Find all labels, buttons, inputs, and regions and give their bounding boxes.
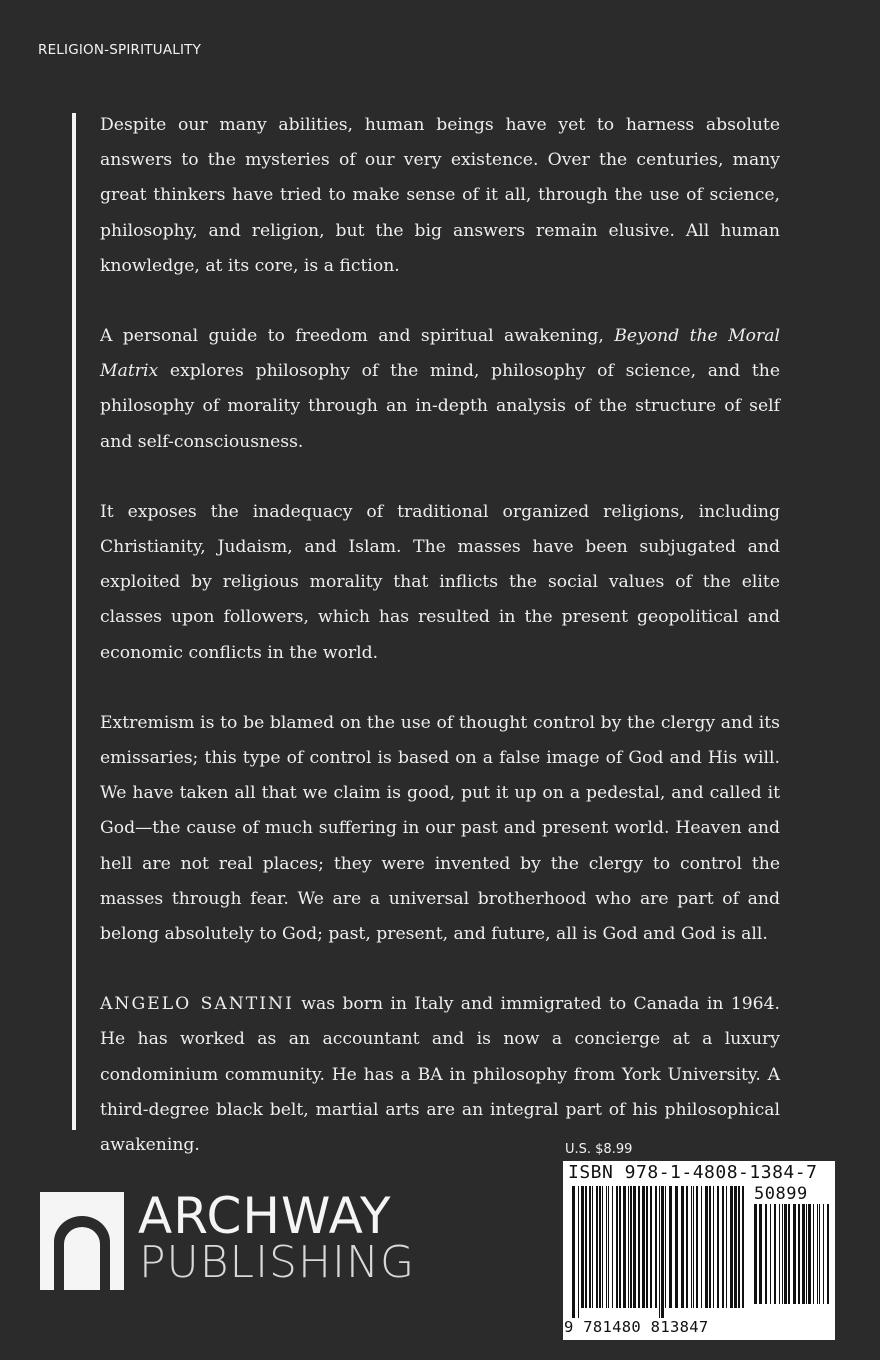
blurb-paragraph-3: It exposes the inadequacy of traditional organized religions, including Christianity, Judaism, and Islam. The masses have been subjugated and exploited by religious morality that inflicts the social values of the elite classes upon followers, which has resulted in the present geopolitical and economic conflicts in the world. [100,501,780,663]
author-bio [100,987,780,1163]
barcode-bar [572,1186,575,1318]
barcode-bar [726,1186,727,1308]
addon-digits: 50899 [754,1184,808,1204]
barcode-bar [798,1204,800,1304]
barcode-digits: 9 781480 813847 [564,1318,709,1336]
barcode-bar [774,1204,776,1304]
barcode-bar [696,1186,698,1308]
barcode-bar [691,1186,692,1308]
barcode-bar [738,1186,740,1308]
barcode-bar [619,1186,621,1308]
blurb-paragraph-2 [100,319,780,460]
barcode-bar [765,1204,767,1304]
barcode-bar [669,1186,672,1308]
barcode-bar [823,1204,824,1304]
ean-barcode [572,1186,748,1318]
barcode-bar [606,1186,607,1308]
barcode-bar [578,1186,579,1318]
barcode-bar [759,1204,762,1304]
barcode-bar [709,1186,711,1308]
barcode-bar [655,1186,657,1308]
barcode-bar [659,1186,660,1318]
vertical-rule [72,113,76,1130]
barcode-bar [806,1204,807,1304]
barcode-bar [638,1186,640,1308]
barcode-bar [623,1186,626,1308]
barcode-bar [784,1204,787,1304]
barcode-bar [650,1186,652,1308]
barcode-bar [616,1186,618,1308]
barcode-bar [693,1186,694,1308]
barcode-bar [819,1204,820,1304]
barcode-bar [602,1186,603,1308]
barcode-bar [630,1186,632,1308]
barcode-bar [788,1204,790,1304]
barcode-bar [730,1186,733,1308]
price-addon-barcode [754,1204,832,1334]
barcode-bar [802,1204,805,1304]
barcode-bar [827,1204,829,1304]
barcode-bar [713,1186,714,1308]
barcode-bar [661,1186,664,1318]
barcode-bar [808,1204,811,1304]
barcode-bar [596,1186,598,1308]
barcode-bar [646,1186,648,1308]
barcode-bar [734,1186,737,1308]
barcode-bar [642,1186,645,1308]
barcode-bar [665,1186,666,1308]
back-cover-blurb [100,108,780,1163]
barcode-bar [742,1186,744,1308]
blurb-paragraph-4: Extremism is to be blamed on the use of thought control by the clergy and its emissaries; this type of control is based on a false image of God and His will. We have taken all that we claim is good, put it up on a pedestal, and called it God—the cause of much suffering in our past and present world. Heaven and hell are not real places; they were invented by the clergy to control the masses through fear. We are a universal brotherhood who are part of and belong absolutely to God; past, present, and future, all is God and God is all. [100,712,780,945]
barcode-bar [817,1204,818,1304]
blurb-paragraph-2-rest: explores philosophy of the mind, philosophy of science, and the philosophy of morality through an in-depth analysis of the structure of self and self-consciousness. [100,361,780,452]
barcode-bar [633,1186,636,1308]
barcode-bar [705,1186,708,1308]
barcode-bar [770,1204,771,1304]
barcode-bar [754,1204,757,1304]
barcode-bar [608,1186,609,1308]
barcode-bar [612,1186,613,1308]
archway-arch-icon [40,1192,124,1290]
barcode-bar [722,1186,724,1308]
barcode-bar [793,1204,796,1304]
barcode-bar [592,1186,593,1308]
barcode-bar [686,1186,688,1308]
book-title: Beyond the Moral Matrix [100,326,780,382]
author-bio-text: was born in Italy and immigrated to Canada in 1964. He has worked as an accountant and is now a concierge at a luxury condominium community. He has a BA in philosophy from York University. A third-degree black belt, martial arts are an integral part of his philosophical awakening. [100,994,780,1156]
author-name: ANGELO SANTINI [100,994,294,1015]
barcode-bar [628,1186,629,1308]
barcode-bar [779,1204,780,1304]
barcode-bar [599,1186,601,1308]
barcode-bar [701,1186,702,1308]
barcode-bar [782,1204,783,1304]
blurb-paragraph-2-intro: A personal guide to freedom and spiritual awakening, [100,326,615,347]
barcode-bar [717,1186,719,1308]
publisher-name-line2: PUBLISHING [139,1237,416,1288]
barcode-bar [589,1186,591,1308]
category-label: RELIGION-SPIRITUALITY [38,42,202,58]
blurb-paragraph-1: Despite our many abilities, human beings have yet to harness absolute answers to the mysteries of our very existence. Over the centuries, many great thinkers have tried to make sense of it all, through the use of science, philosophy, and religion, but the big answers remain elusive. All human knowledge, at its core, is a fiction. [100,115,780,276]
barcode-bar [585,1186,587,1308]
barcode-bar [813,1204,814,1304]
barcode-bar [581,1186,584,1308]
barcode-bar [681,1186,684,1308]
publisher-name-line1: ARCHWAY [138,1187,392,1245]
price-label: U.S. $8.99 [565,1142,633,1157]
isbn-text: ISBN 978-1-4808-1384-7 [568,1162,818,1183]
barcode-bar [675,1186,678,1308]
